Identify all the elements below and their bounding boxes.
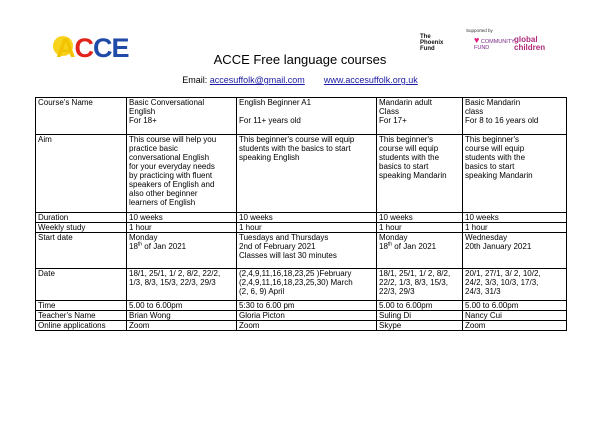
time-cell: 5:30 to 6.00 pm (237, 301, 377, 311)
contact-line (0, 75, 600, 85)
table-row-time (36, 301, 567, 311)
time-cell: 5.00 to 6.00pm (377, 301, 463, 311)
course-name-cell: English Beginner A1 For 11+ years old (237, 98, 377, 135)
online-cell: Zoom (463, 321, 567, 331)
table-row-date (36, 269, 567, 301)
time-cell: 5.00 to 6.00pm (463, 301, 567, 311)
duration-cell: 10 weeks (127, 213, 237, 223)
community-fund-logo: ♥ COMMUNITY FUND (474, 35, 515, 51)
course-name-cell: Basic Mandarin class For 8 to 16 years old (463, 98, 567, 135)
website-link[interactable]: www.accesuffolk.org.uk (323, 75, 418, 85)
row-label: Aim (36, 135, 127, 213)
time-cell: 5.00 to 6.00pm (127, 301, 237, 311)
table-row-start (36, 233, 567, 269)
online-cell: Zoom (127, 321, 237, 331)
row-label: Date (36, 269, 127, 301)
duration-cell: 10 weeks (237, 213, 377, 223)
global-children-logo: global children (514, 35, 546, 52)
row-label: Duration (36, 213, 127, 223)
table-row-weekly (36, 223, 567, 233)
start-cell: Tuesdays and Thursdays 2nd of February 2021 Classes will last 30 minutes (237, 233, 377, 269)
supported-by-label: Supported by (466, 28, 493, 33)
course-name-cell: Basic Conversational English For 18+ (127, 98, 237, 135)
courses-table (35, 97, 567, 331)
duration-cell: 10 weeks (377, 213, 463, 223)
page-title: ACCE Free language courses (213, 52, 387, 67)
date-cell: 18/1, 25/1, 1/ 2, 8/2, 22/2, 1/3, 8/3, 15/3, 22/3, 29/3 (377, 269, 463, 301)
online-cell: Zoom (237, 321, 377, 331)
course-name-cell: Mandarin adult Class For 17+ (377, 98, 463, 135)
row-label: Online applications (36, 321, 127, 331)
email-label: Email: (182, 75, 208, 85)
teacher-cell: Gloria Picton (237, 311, 377, 321)
weekly-cell: 1 hour (463, 223, 567, 233)
teacher-cell: Brian Wong (127, 311, 237, 321)
row-label: Course's Name (36, 98, 127, 135)
aim-cell: This beginner's course will equip students with the basics to start speaking Mandarin (377, 135, 463, 213)
start-cell: Monday 18th of Jan 2021 (127, 233, 237, 269)
aim-cell: This course will help you practice basic conversational English for your everyday needs by practicing with fluent speakers of English and also other beginner learners of English (127, 135, 237, 213)
start-cell: Monday 18th of Jan 2021 (377, 233, 463, 269)
date-cell: (2,4,9,11,16,18,23,25 )February (2,4,9,11,16,18,23,25,30) March (2, 6, 9) April (237, 269, 377, 301)
teacher-cell: Suling Di (377, 311, 463, 321)
weekly-cell: 1 hour (127, 223, 237, 233)
date-cell: 20/1, 27/1, 3/ 2, 10/2, 24/2, 3/3, 10/3, 17/3, 24/3, 31/3 (463, 269, 567, 301)
weekly-cell: 1 hour (377, 223, 463, 233)
heart-icon: ♥ (474, 35, 480, 45)
teacher-cell: Nancy Cui (463, 311, 567, 321)
table-row-teacher (36, 311, 567, 321)
online-cell: Skype (377, 321, 463, 331)
aim-cell: This beginner's course will equip students with the basics to start speaking Mandarin (463, 135, 567, 213)
row-label: Start date (36, 233, 127, 269)
acce-logo: ACCE (56, 33, 129, 63)
table-row-online (36, 321, 567, 331)
start-cell: Wednesday 20th January 2021 (463, 233, 567, 269)
table-row-duration (36, 213, 567, 223)
email-link[interactable]: accesuffolk@gmail.com (209, 75, 305, 85)
duration-cell: 10 weeks (463, 213, 567, 223)
table-row-header (36, 98, 567, 135)
row-label: Teacher's Name (36, 311, 127, 321)
weekly-cell: 1 hour (237, 223, 377, 233)
table-row-aim (36, 135, 567, 213)
row-label: Time (36, 301, 127, 311)
date-cell: 18/1, 25/1, 1/ 2, 8/2, 22/2, 1/3, 8/3, 15/3, 22/3, 29/3 (127, 269, 237, 301)
phoenix-fund-logo: The Phoenix Fund (420, 34, 444, 52)
row-label: Weekly study (36, 223, 127, 233)
aim-cell: This beginner's course will equip students with the basics to start speaking English (237, 135, 377, 213)
